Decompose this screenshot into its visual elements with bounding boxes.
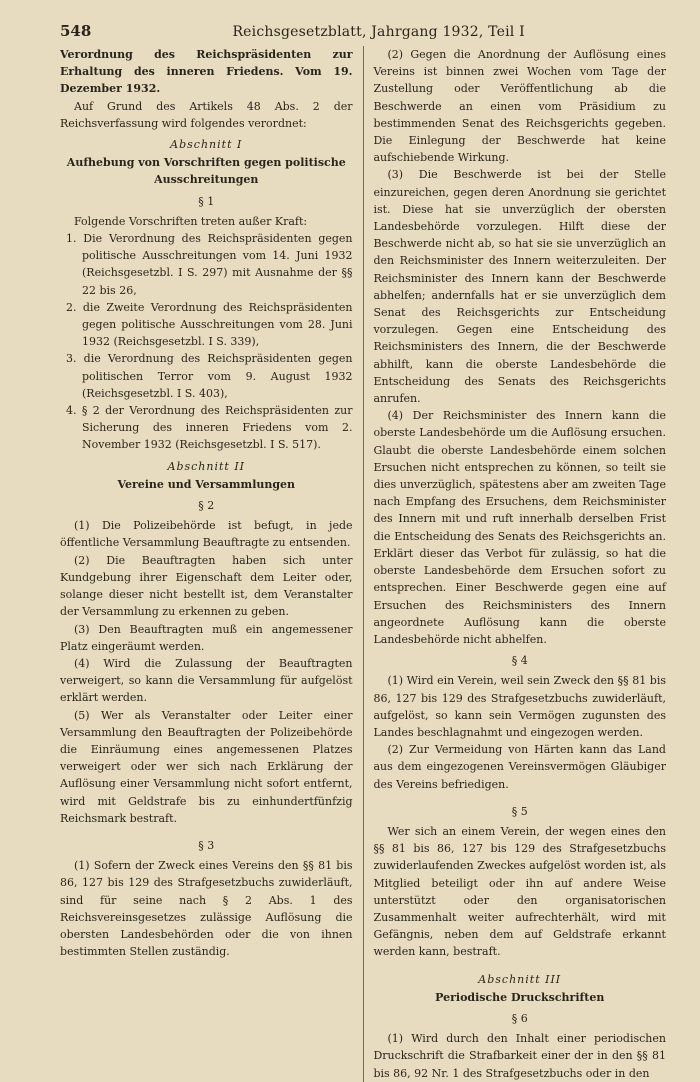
two-column-body	[60, 46, 666, 1082]
paragraph-sign-5: § 5	[511, 804, 528, 818]
list-item: 1. Die Verordnung des Reichspräsidenten gegen politische Ausschreitungen vom 14. Juni 1932 (Reichsgesetzbl. I S. 297) mit Ausnahme der §§ 22 bis 26,	[66, 232, 353, 297]
sec2-para: (3) Den Beauftragten muß ein angemessener Platz eingeräumt werden.	[60, 622, 353, 653]
section-heading-2: Abschnitt II	[167, 459, 246, 473]
page-number: 548	[60, 22, 92, 40]
paragraph-sign-4: § 4	[511, 654, 528, 668]
sec2-para: (2) Die Beauftragten haben sich unter Kundgebung ihrer Eigenschaft dem Leiter oder, solange dieser nicht bestellt ist, dem Veranstalter der Versammlung zu erkennen zu geben.	[60, 553, 353, 619]
paragraph-sign-3: § 3	[198, 838, 215, 852]
paragraph-sign-6: § 6	[511, 1011, 528, 1025]
sec3-para: (3) Die Beschwerde ist bei der Stelle einzureichen, gegen deren Anordnung sie gerichtet ist. Diese hat sie unverzüglich der obersten Landesbehörde vorzulegen. Hilft diese der Beschwerde nicht ab, so hat sie sie unverzüglich an den Reichsminister des Innern weiterzuleiten. Der Reichsminister des Innern kann der Beschwerde abhelfen; andernfalls hat er sie unverzüglich dem Senat des Reichsgerichts zur Entscheidung vorzulegen. Gegen eine Entscheidung des Reichsministers des Innern, die der Beschwerde abhilft, kann die oberste Landesbehörde die Entscheidung des Senats des Reichsgerichts anrufen.	[373, 168, 666, 406]
sec2-para: (4) Wird die Zulassung der Beauftragten verweigert, so kann die Versammlung für aufgelöst erklärt werden.	[60, 656, 353, 705]
sec4-para: (1) Wird ein Verein, weil sein Zweck den §§ 81 bis 86, 127 bis 129 des Strafgesetzbuchs zuwiderläuft, aufgelöst, so kann sein Vermögen zugunsten des Landes beschlagnahmt und eingezogen werden.	[373, 674, 666, 739]
section-title-1: Aufhebung von Vorschriften gegen politische Ausschreitungen	[66, 156, 346, 187]
section-title-2: Vereine und Versammlungen	[117, 477, 296, 491]
decree-title: Verordnung des Reichspräsidenten zur Erhaltung des inneren Friedens. Vom 19. Dezember 1932.	[60, 48, 353, 96]
section-heading-3: Abschnitt III	[478, 972, 562, 986]
sec6-para: (1) Wird durch den Inhalt einer periodischen Druckschrift die Strafbarkeit einer der in den §§ 81 bis 86, 92 Nr. 1 des Strafgesetzbuchs oder in den	[373, 1032, 666, 1080]
list-item: 2. die Zweite Verordnung des Reichspräsidenten gegen politische Ausschreitungen vom 28. Juni 1932 (Reichsgesetzbl. I S. 339),	[66, 300, 353, 349]
sec3-para: (2) Gegen die Anordnung der Auflösung eines Vereins ist binnen zwei Wochen vom Tage der Zustellung oder Veröffentlichung ab die Beschwerde an einen vom Präsidium zu bestimmenden Senat des Reichsgerichts gegeben. Die Einlegung der Beschwerde hat keine aufschiebende Wirkung.	[373, 48, 666, 165]
section-title-3: Periodische Druckschriften	[435, 990, 605, 1004]
sec4-para: (2) Zur Vermeidung von Härten kann das Land aus dem eingezogenen Vereinsvermögen Gläubiger des Vereins befriedigen.	[373, 743, 666, 791]
sec3-para: (1) Sofern der Zweck eines Vereins den §§ 81 bis 86, 127 bis 129 des Strafgesetzbuchs zuwiderläuft, sind für seine nach § 2 Abs. 1 des Reichsvereinsgesetzes zulässige Auflösung die obersten Landesbehörden oder die von ihnen bestimmten Stellen zuständig.	[60, 859, 353, 959]
sec2-para: (1) Die Polizeibehörde ist befugt, in jede öffentliche Versammlung Beauftragte zu entsenden.	[60, 519, 353, 550]
gazette-title: Reichsgesetzblatt, Jahrgang 1932, Teil I	[232, 24, 525, 40]
list-item: 4. § 2 der Verordnung des Reichspräsidenten zur Sicherung des inneren Friedens vom 2. November 1932 (Reichsgesetzbl. I S. 517).	[66, 404, 353, 452]
decree-intro: Auf Grund des Artikels 48 Abs. 2 der Reichsverfassung wird folgendes verordnet:	[60, 99, 353, 130]
paragraph-sign-2: § 2	[198, 499, 215, 513]
sec1-lead: Folgende Vorschriften treten außer Kraft:	[74, 214, 308, 228]
right-column	[363, 46, 666, 1082]
left-column	[60, 46, 363, 1082]
paragraph-sign-1: § 1	[198, 194, 215, 208]
sec3-para: (4) Der Reichsminister des Innern kann die oberste Landesbehörde um die Auflösung ersuchen. Glaubt die oberste Landesbehörde einem solchen Ersuchen nicht entsprechen zu können, so teilt sie dies unverzüglich, spätestens aber am zweiten Tage nach Empfang des Ersuchens, dem Reichsminister des Innern mit und ruft innerhalb derselben Frist die Entscheidung des Senats des Reichsgerichts an. Erklärt dieser das Verbot für zulässig, so hat die oberste Landesbehörde dem Ersuchen sofort zu entsprechen. Einer Beschwerde gegen eine auf Ersuchen des Reichsministers des Innern angeordnete Auflösung kann die oberste Landesbehörde nicht abhelfen.	[373, 409, 666, 646]
sec2-para: (5) Wer als Veranstalter oder Leiter einer Versammlung den Beauftragten der Polizeibehörde die Einräumung eines angemessenen Platzes verweigert oder wer sich nach Erklärung der Auflösung einer Versammlung nicht sofort entfernt, wird mit Geldstrafe bis zu einhundertfünfzig Reichsmark bestraft.	[60, 708, 353, 825]
list-item: 3. die Verordnung des Reichspräsidenten gegen politischen Terror vom 9. August 1932 (Reichsgesetzbl. I S. 403),	[66, 352, 353, 400]
section-heading-1: Abschnitt I	[170, 138, 243, 152]
page-header	[60, 22, 666, 40]
sec5-para: Wer sich an einem Verein, der wegen eines den §§ 81 bis 86, 127 bis 129 des Strafgesetzbuchs zuwiderlaufenden Zweckes aufgelöst worden ist, als Mitglied beteiligt oder ihn auf andere Weise unterstützt oder den organisatorischen Zusammenhalt weiter aufrechterhält, wird mit Gefängnis, neben dem auf Geldstrafe erkannt werden kann, bestraft.	[373, 824, 666, 959]
